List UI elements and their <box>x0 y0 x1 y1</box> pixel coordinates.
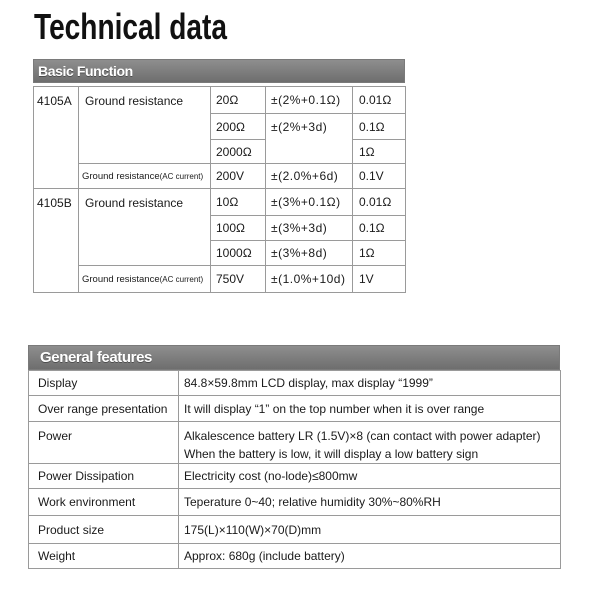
resolution-cell: 1V <box>353 266 406 293</box>
basic-function-header <box>33 59 405 83</box>
range-cell: 20Ω <box>211 87 266 114</box>
feature-value: Teperature 0~40; relative humidity 30%~80%RH <box>179 489 561 516</box>
table-row <box>29 544 561 569</box>
basic-function-header-label: Basic Function <box>38 63 133 79</box>
general-features-header <box>28 345 560 370</box>
feature-value <box>179 422 561 464</box>
table-row <box>34 87 406 114</box>
range-cell: 1000Ω <box>211 241 266 266</box>
range-cell: 100Ω <box>211 216 266 241</box>
feature-value-line: Alkalescence battery LR (1.5V)×8 (can contact with power adapter) <box>184 429 541 443</box>
table-row <box>29 516 561 544</box>
page-title: Technical data <box>34 6 227 47</box>
feature-label: Weight <box>29 544 179 569</box>
table-row <box>34 266 406 293</box>
function-cell-ac <box>79 266 211 293</box>
feature-label: Over range presentation <box>29 396 179 422</box>
resolution-cell: 0.01Ω <box>353 87 406 114</box>
accuracy-cell: ±(1.0%+10d) <box>266 266 353 293</box>
feature-label: Product size <box>29 516 179 544</box>
table-row <box>34 189 406 216</box>
model-cell: 4105B <box>34 189 79 293</box>
function-cell: Ground resistance <box>79 189 211 266</box>
resolution-cell: 1Ω <box>353 241 406 266</box>
accuracy-cell: ±(3%+3d) <box>266 216 353 241</box>
range-cell: 200Ω <box>211 114 266 140</box>
accuracy-cell: ±(2%+0.1Ω) <box>266 87 353 114</box>
resolution-cell: 0.1Ω <box>353 216 406 241</box>
table-row <box>29 464 561 489</box>
feature-value: 175(L)×110(W)×70(D)mm <box>179 516 561 544</box>
model-cell: 4105A <box>34 87 79 189</box>
accuracy-cell: ±(2%+3d) <box>266 114 353 164</box>
general-features-header-label: General features <box>40 349 152 366</box>
range-cell: 750V <box>211 266 266 293</box>
range-cell: 200V <box>211 164 266 189</box>
function-note: (AC current) <box>159 172 204 181</box>
table-row <box>34 164 406 189</box>
accuracy-cell: ±(3%+0.1Ω) <box>266 189 353 216</box>
feature-value: Electricity cost (no-lode)≤800mw <box>179 464 561 489</box>
accuracy-cell: ±(3%+8d) <box>266 241 353 266</box>
basic-function-table <box>33 86 406 293</box>
feature-value: 84.8×59.8mm LCD display, max display “1999” <box>179 371 561 396</box>
resolution-cell: 0.1Ω <box>353 114 406 140</box>
feature-value: Approx: 680g (include battery) <box>179 544 561 569</box>
range-cell: 2000Ω <box>211 140 266 164</box>
feature-value: It will display “1” on the top number when it is over range <box>179 396 561 422</box>
feature-label: Work environment <box>29 489 179 516</box>
function-label: Ground resistance <box>82 171 160 182</box>
resolution-cell: 1Ω <box>353 140 406 164</box>
feature-label: Power Dissipation <box>29 464 179 489</box>
table-row <box>29 396 561 422</box>
feature-value-line: When the battery is low, it will display a low battery sign <box>184 447 479 461</box>
range-cell: 10Ω <box>211 189 266 216</box>
table-row <box>29 422 561 464</box>
function-label: Ground resistance <box>82 274 160 285</box>
resolution-cell: 0.01Ω <box>353 189 406 216</box>
general-features-table <box>28 370 561 569</box>
feature-label: Display <box>29 371 179 396</box>
resolution-cell: 0.1V <box>353 164 406 189</box>
accuracy-cell: ±(2.0%+6d) <box>266 164 353 189</box>
function-cell: Ground resistance <box>79 87 211 164</box>
table-row <box>29 489 561 516</box>
table-row <box>29 371 561 396</box>
function-cell-ac <box>79 164 211 189</box>
feature-label: Power <box>29 422 179 464</box>
function-note: (AC current) <box>159 275 204 284</box>
